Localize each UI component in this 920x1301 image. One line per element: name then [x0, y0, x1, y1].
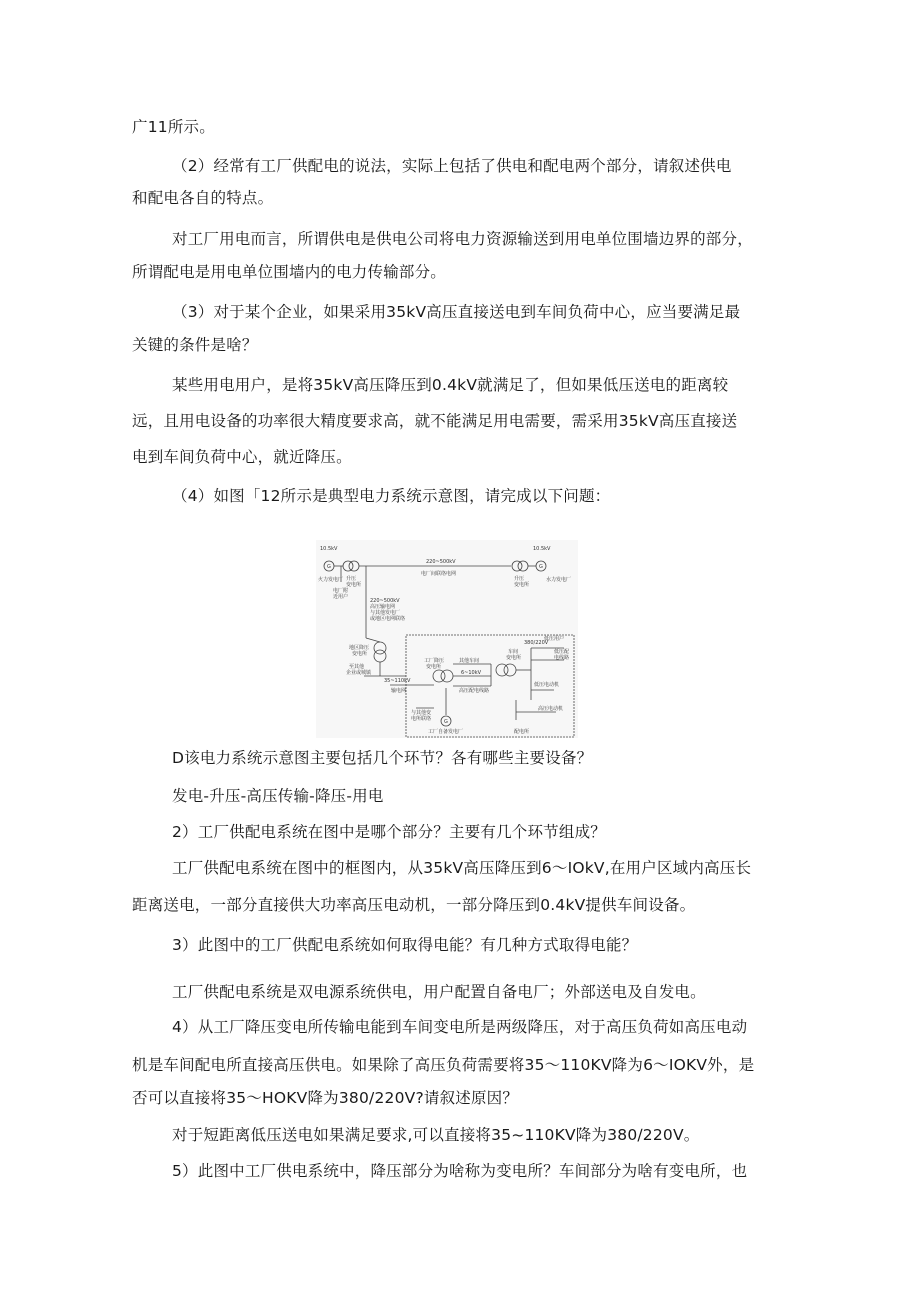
label-left-voltage: 10.5kV: [320, 546, 338, 552]
label-step-up-right: 升压: [514, 576, 525, 582]
paragraph-line: D该电力系统示意图主要包括几个环节？各有哪些主要设备？: [172, 749, 593, 767]
paragraph-line: 远，且用电设备的功率很大精度要求高，就不能满足用电需要，需采用35kV高压直接送: [132, 412, 738, 430]
paragraph-line: 机是车间配电所直接高压供电。如果除了高压负荷需要将35～110KV降为6～IOKV外，是: [132, 1056, 755, 1074]
label-6kv: 6~10kV: [461, 670, 482, 676]
label-transmission: 输电网: [391, 688, 407, 694]
label-lv-motor: 低压电动机: [534, 682, 560, 688]
generator-symbol-left: G: [327, 564, 331, 570]
label-hydro-plant: 水力发电厂: [546, 577, 572, 583]
paragraph-line: 工厂供配电系统是双电源系统供电，用户配置自备电厂；外部送电及自发电。: [172, 983, 706, 1001]
label-lv-line: 电线路: [554, 655, 570, 661]
label-380v: 380/220V: [524, 640, 549, 646]
paragraph-line: 发电-升压-高压传输-降压-用电: [172, 787, 384, 805]
label-hv-grid: 或地区电网联络: [370, 616, 406, 622]
label-hv-grid: 与其他发电厂: [370, 610, 401, 616]
diagram-svg: [316, 540, 578, 738]
paragraph-line: 4）从工厂降压变电所传输电能到车间变电所是两级降压，对于高压负荷如高压电动: [172, 1018, 748, 1036]
label-factory-substation: 变电所: [426, 664, 442, 670]
paragraph-line: 和配电各自的特点。: [132, 189, 274, 207]
generator-symbol-own: G: [444, 719, 448, 725]
label-workshop-substation: 车间: [508, 649, 519, 655]
label-step-up-left: 升压: [346, 576, 357, 582]
label-other-workshop: 其他车间: [459, 658, 480, 664]
paragraph-line: 所谓配电是用电单位围墙内的电力传输部分。: [132, 263, 447, 281]
label-tie-line: 电厂间联络电网: [421, 571, 457, 577]
paragraph-line: 否可以直接将35～HOKV降为380/220V?请叙述原因？: [132, 1089, 519, 1107]
paragraph-line: （3）对于某个企业，如果采用35kV高压直接送电到车间负荷中心，应当要满足最: [172, 303, 741, 321]
label-workshop-substation: 变电所: [506, 655, 522, 661]
power-system-diagram: [316, 540, 578, 738]
label-hv-grid: 高压输电网: [370, 604, 396, 610]
label-distribution: 配电所: [514, 729, 530, 735]
label-tie-voltage: 220~500kV: [426, 559, 456, 565]
paragraph-line: 某些用电用户，是将35kV高压降压到0.4kV就满足了，但如果低压送电的距离较: [172, 376, 729, 394]
label-hv-motor: 高压电动机: [538, 706, 564, 712]
generator-symbol-right: G: [539, 564, 543, 570]
label-hv-distribution: 高压配电线路: [459, 688, 490, 694]
label-plant-user: 电厂附: [333, 588, 349, 594]
label-near-user: 近用户: [333, 594, 349, 600]
paragraph-line: 电到车间负荷中心，就近降压。: [132, 448, 352, 466]
paragraph-line: 工厂供配电系统在图中的框图内，从35kV高压降压到6～IOkV,在用户区域内高压长: [172, 859, 752, 877]
paragraph-line: （4）如图「12所示是典型电力系统示意图，请完成以下问题：: [172, 487, 611, 505]
label-substation-left: 变电所: [346, 582, 362, 588]
paragraph-line: （2）经常有工厂供配电的说法，实际上包括了供电和配电两个部分，请叙述供电: [172, 157, 732, 175]
label-own-plant: 工厂自备发电厂: [428, 729, 464, 735]
paragraph-line: 广11所示。: [132, 118, 215, 136]
paragraph-line: 2）工厂供配电系统在图中是哪个部分？主要有几个环节组成？: [172, 823, 606, 841]
label-right-voltage: 10.5kV: [533, 546, 551, 552]
label-lv-user: 低压用户: [544, 636, 565, 642]
label-tie-with: 与其他变: [411, 710, 432, 716]
paragraph-line: 5）此图中工厂供电系统中，降压部分为啥称为变电所？车间部分为啥有变电所，也: [172, 1162, 748, 1180]
label-thermal-plant: 火力发电厂: [318, 577, 344, 583]
paragraph-line: 关键的条件是啥？: [132, 336, 258, 354]
label-substation-right: 变电所: [514, 582, 530, 588]
label-tie-with: 电所联络: [411, 716, 432, 722]
label-factory-substation: 工厂降压: [424, 658, 445, 664]
label-regional-substation: 变电所: [352, 651, 368, 657]
paragraph-line: 距离送电，一部分直接供大功率高压电动机，一部分降压到0.4kV提供车间设备。: [132, 896, 696, 914]
label-regional-substation: 地区降压: [349, 645, 370, 651]
paragraph-line: 3）此图中的工厂供配电系统如何取得电能？有几种方式取得电能？: [172, 936, 638, 954]
label-other-enterprise: 企业或城镇: [346, 670, 372, 676]
label-other-enterprise: 至其他: [349, 664, 365, 670]
label-lv-line: 低压配: [554, 649, 570, 655]
label-hv-grid: 220~500kV: [370, 598, 400, 604]
paragraph-line: 对工厂用电而言，所谓供电是供电公司将电力资源输送到用电单位围墙边界的部分，: [172, 230, 753, 248]
label-35kv: 35~110kV: [384, 678, 411, 684]
paragraph-line: 对于短距离低压送电如果满足要求,可以直接将35~110KV降为380∕220V。: [172, 1126, 700, 1144]
